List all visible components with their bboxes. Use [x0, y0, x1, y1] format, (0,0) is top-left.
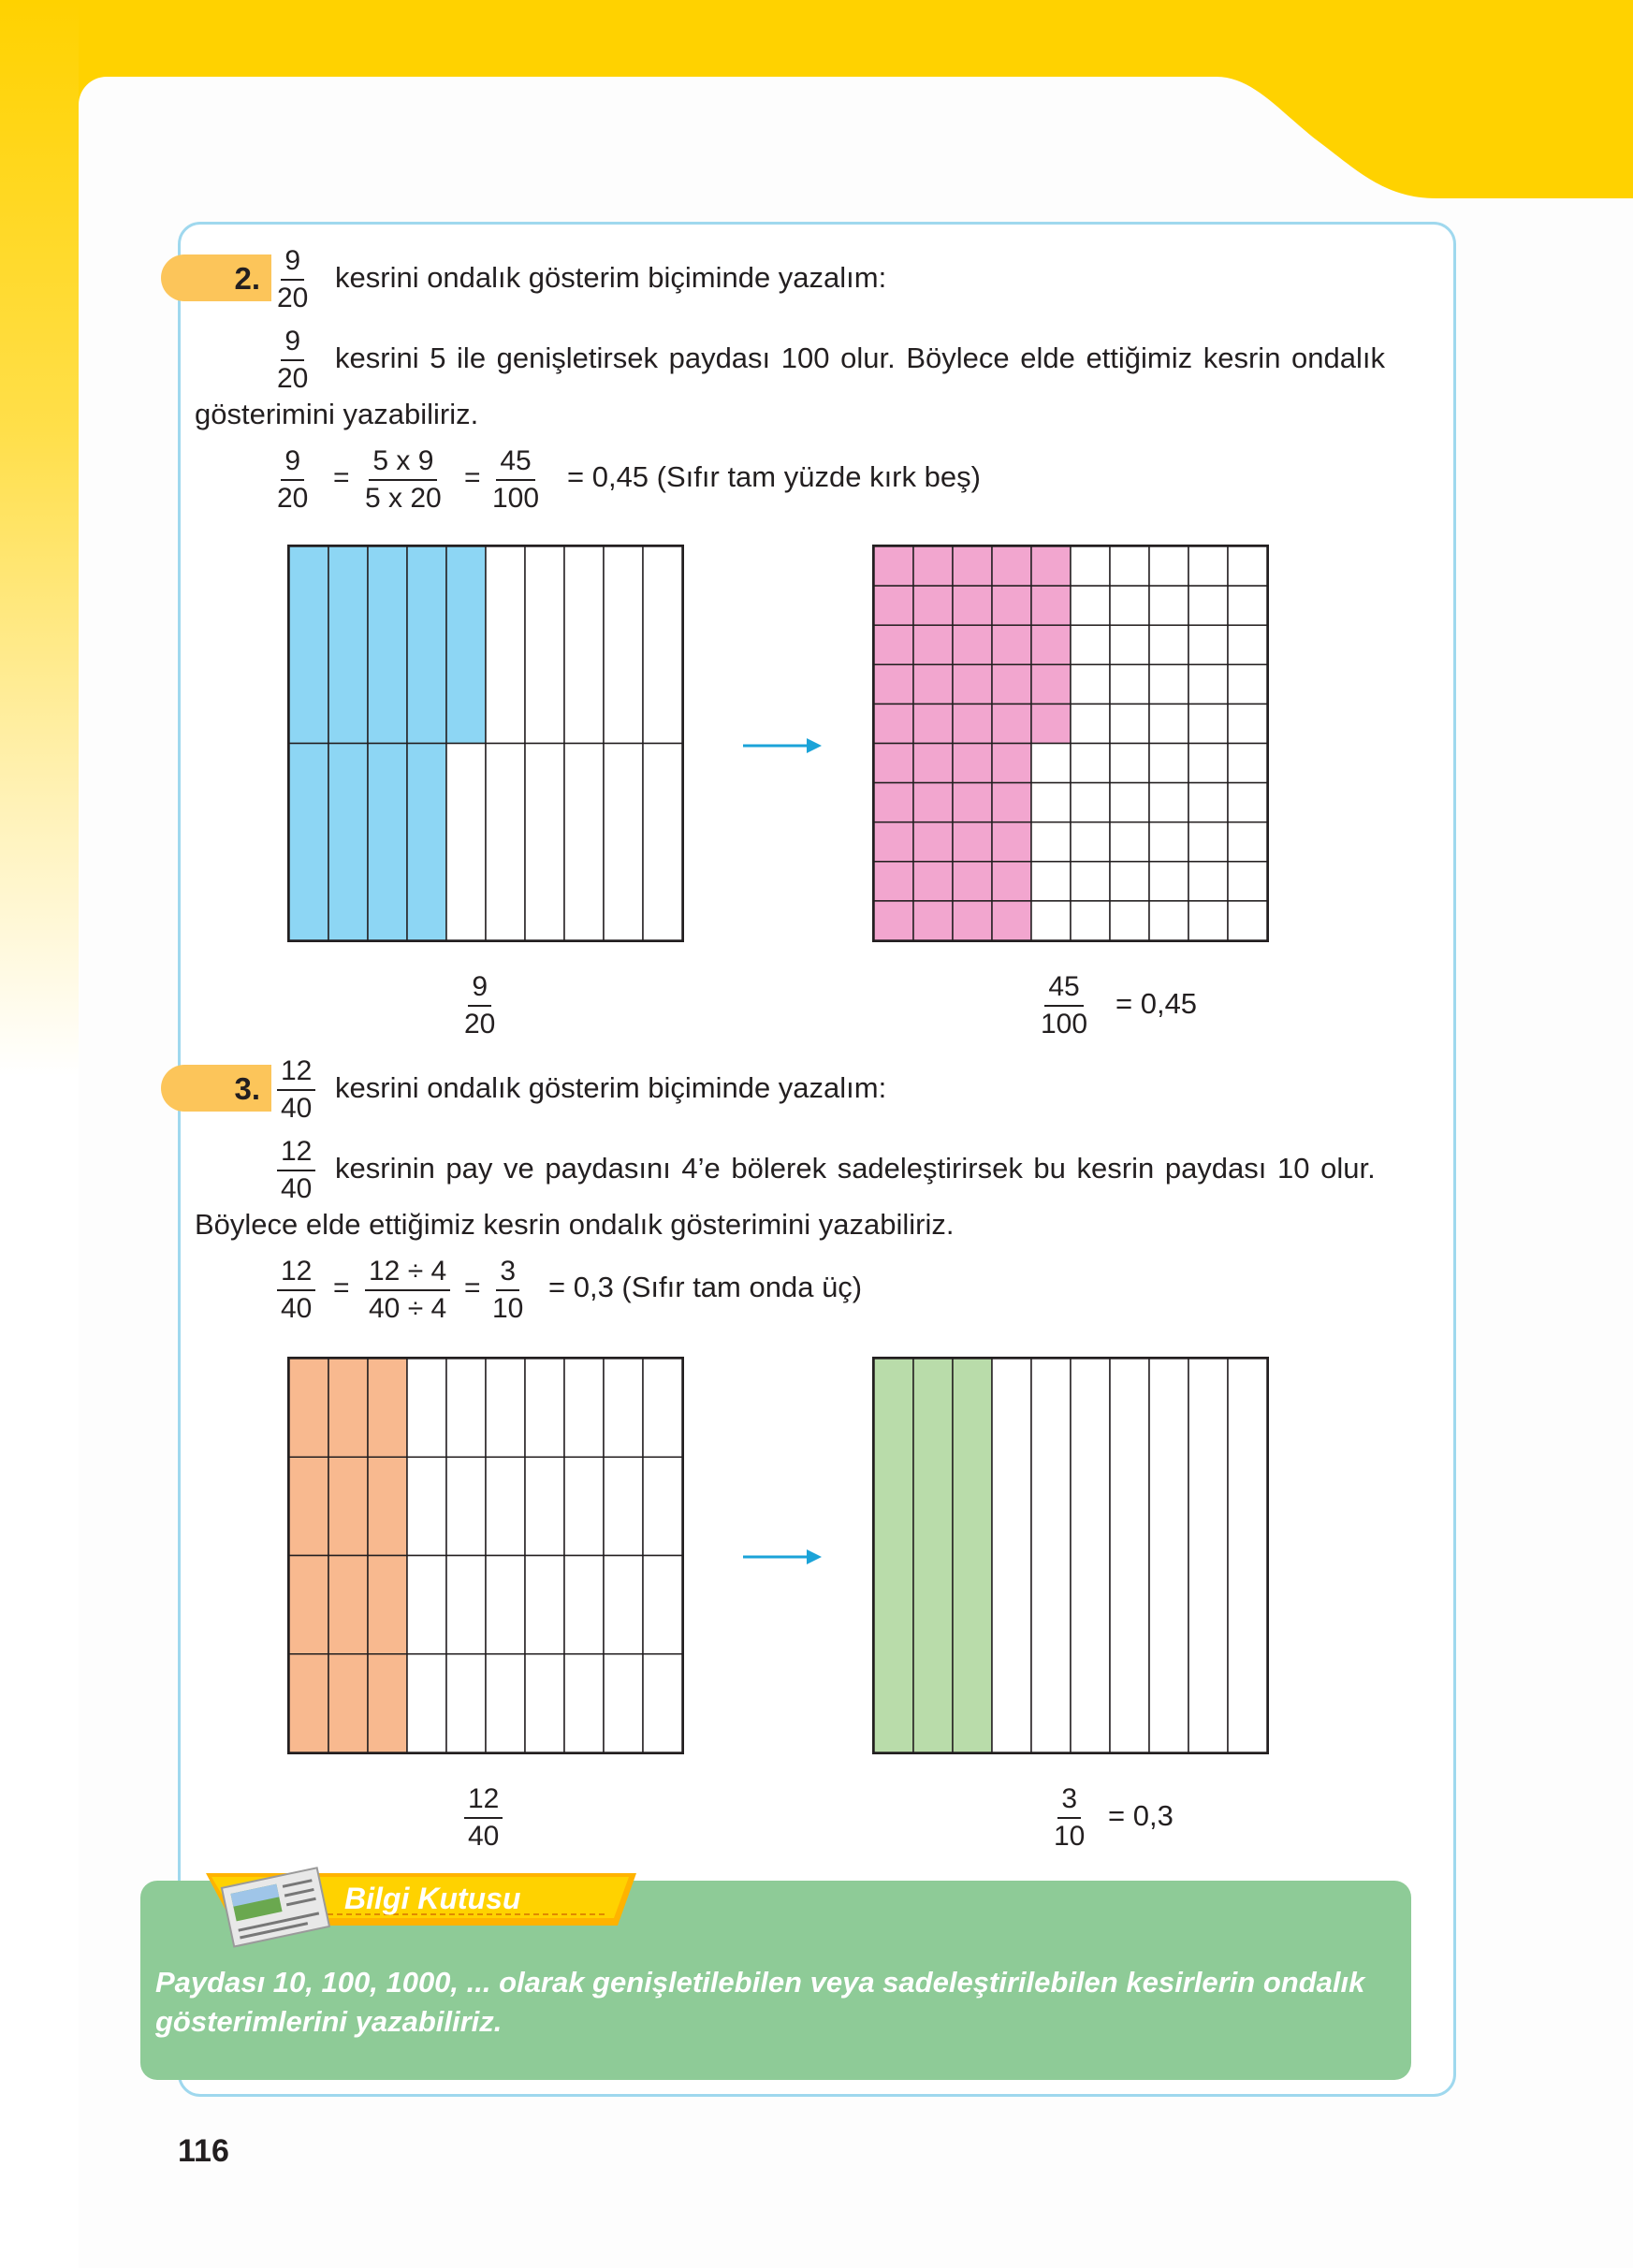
- grid-cell-shaded: [1031, 546, 1071, 586]
- grid-cell: [1188, 546, 1228, 586]
- section-2-left-label: $\frac{9}{20}$: [464, 971, 496, 1040]
- grid-cell: [643, 1457, 682, 1555]
- grid-cell-shaded: [328, 744, 368, 941]
- grid-cell: [1149, 901, 1188, 940]
- grid-cell: [1149, 783, 1188, 822]
- grid-cell: [1228, 1359, 1267, 1752]
- equals-sign: =: [333, 1272, 350, 1303]
- grid-cell: [1031, 901, 1071, 940]
- grid-cell: [1188, 1359, 1228, 1752]
- section-3-eq-result: = 0,3 (Sıfır tam onda üç): [548, 1271, 863, 1303]
- grid-cell-shaded: [992, 586, 1031, 625]
- grid-cell: [1188, 586, 1228, 625]
- section-2-eq-frac-1: $\frac{9}{20}$: [277, 445, 309, 514]
- section-3-paragraph-line1: kesrinin pay ve paydasını 4’e bölerek sadeleştirirsek bu kesrin paydası 10 olur.: [335, 1152, 1376, 1185]
- section-2-grid-twentieths: [287, 545, 684, 942]
- grid-cell-shaded: [874, 704, 913, 743]
- newspaper-icon: [213, 1860, 341, 1950]
- grid-cell: [1110, 744, 1149, 783]
- grid-cell: [564, 1654, 604, 1752]
- grid-cell: [1110, 822, 1149, 862]
- grid-cell: [564, 744, 604, 941]
- grid-cell: [604, 744, 643, 941]
- grid-cell: [1188, 862, 1228, 901]
- section-3-tab: [161, 1065, 271, 1112]
- grid-cell: [1149, 862, 1188, 901]
- grid-cell: [525, 744, 564, 941]
- section-2-right-label: $\frac{45}{100}$: [1041, 971, 1088, 1040]
- grid-cell: [564, 1457, 604, 1555]
- grid-cell: [1149, 744, 1188, 783]
- grid-cell-shaded: [874, 1359, 913, 1752]
- grid-cell: [1110, 862, 1149, 901]
- grid-cell: [1188, 783, 1228, 822]
- grid-cell: [564, 1359, 604, 1457]
- grid-cell-shaded: [446, 546, 486, 744]
- grid-cell: [1110, 664, 1149, 704]
- section-2-right-label-value: = 0,45: [1115, 987, 1198, 1020]
- grid-cell: [1110, 704, 1149, 743]
- grid-cell: [1188, 664, 1228, 704]
- grid-cell: [1228, 625, 1267, 664]
- grid-cell-shaded: [913, 744, 953, 783]
- grid-cell: [486, 1556, 525, 1654]
- grid-cell-shaded: [992, 783, 1031, 822]
- grid-cell-shaded: [953, 862, 992, 901]
- grid-cell: [1071, 822, 1110, 862]
- grid-cell: [1188, 901, 1228, 940]
- grid-cell-shaded: [913, 1359, 953, 1752]
- grid-cell: [486, 1359, 525, 1457]
- grid-cell-shaded: [953, 822, 992, 862]
- section-3-paragraph-line2: Böylece elde ettiğimiz kesrin ondalık gösterimini yazabiliriz.: [195, 1208, 955, 1241]
- section-2-para-fraction: $\frac{9}{20}$: [277, 326, 309, 394]
- grid-cell-shaded: [913, 546, 953, 586]
- grid-cell-shaded: [953, 1359, 992, 1752]
- grid-cell: [1149, 625, 1188, 664]
- section-2-eq-frac-3: $\frac{45}{100}$: [492, 445, 540, 514]
- grid-cell: [1110, 901, 1149, 940]
- grid-cell-shaded: [328, 1457, 368, 1555]
- grid-cell: [1031, 783, 1071, 822]
- grid-cell: [1071, 1359, 1110, 1752]
- section-2-intro-fraction: $\frac{9}{20}$: [277, 245, 309, 313]
- grid-cell-shaded: [913, 704, 953, 743]
- grid-cell-shaded: [913, 625, 953, 664]
- section-2-eq-result: = 0,45 (Sıfır tam yüzde kırk beş): [567, 460, 981, 493]
- grid-cell: [1031, 744, 1071, 783]
- grid-cell-shaded: [1031, 664, 1071, 704]
- grid-cell-shaded: [913, 783, 953, 822]
- grid-cell: [564, 546, 604, 744]
- grid-cell-shaded: [992, 546, 1031, 586]
- grid-cell: [604, 546, 643, 744]
- grid-cell: [1149, 546, 1188, 586]
- grid-cell-shaded: [368, 546, 407, 744]
- grid-cell: [1188, 744, 1228, 783]
- grid-cell: [1149, 822, 1188, 862]
- grid-cell: [564, 1556, 604, 1654]
- grid-cell: [1149, 1359, 1188, 1752]
- grid-cell: [1071, 704, 1110, 743]
- section-3-intro-fraction: $\frac{12}{40}$: [277, 1055, 315, 1125]
- grid-cell: [1110, 546, 1149, 586]
- section-3-eq-frac-3: $\frac{3}{10}$: [492, 1256, 524, 1324]
- grid-cell: [407, 1654, 446, 1752]
- grid-cell: [486, 744, 525, 941]
- page-side-band: [0, 0, 79, 1076]
- grid-cell-shaded: [874, 546, 913, 586]
- grid-cell-shaded: [368, 1359, 407, 1457]
- grid-cell-shaded: [328, 1556, 368, 1654]
- grid-cell-shaded: [289, 744, 328, 941]
- grid-cell-shaded: [913, 822, 953, 862]
- section-2-eq-frac-2: $\frac{5 x 9}{5 x 20}$: [365, 445, 442, 514]
- grid-cell: [643, 744, 682, 941]
- grid-cell-shaded: [328, 1359, 368, 1457]
- equals-sign: =: [464, 1272, 481, 1303]
- section-2-grid-hundredths: [872, 545, 1269, 942]
- section-3-right-label-value: = 0,3: [1108, 1799, 1174, 1832]
- section-2-intro-text: kesrini ondalık gösterim biçiminde yazalım:: [335, 261, 887, 294]
- grid-cell: [992, 1359, 1031, 1752]
- grid-cell: [525, 1556, 564, 1654]
- grid-cell-shaded: [992, 625, 1031, 664]
- grid-cell: [1188, 822, 1228, 862]
- grid-cell-shaded: [992, 822, 1031, 862]
- grid-cell-shaded: [1031, 704, 1071, 743]
- grid-cell-shaded: [992, 901, 1031, 940]
- grid-cell-shaded: [874, 822, 913, 862]
- grid-cell: [486, 546, 525, 744]
- section-3-number: 3.: [234, 1071, 260, 1106]
- grid-cell-shaded: [874, 783, 913, 822]
- grid-cell: [486, 1654, 525, 1752]
- section-2-number: 2.: [234, 261, 260, 296]
- grid-cell-shaded: [874, 586, 913, 625]
- grid-cell-shaded: [874, 744, 913, 783]
- grid-cell: [407, 1556, 446, 1654]
- grid-cell-shaded: [953, 704, 992, 743]
- grid-cell-shaded: [1031, 625, 1071, 664]
- grid-cell: [1031, 822, 1071, 862]
- grid-cell: [1031, 862, 1071, 901]
- grid-cell: [1149, 704, 1188, 743]
- corner-curve: [1217, 77, 1633, 198]
- grid-cell: [1071, 546, 1110, 586]
- grid-cell: [446, 1654, 486, 1752]
- equals-sign: =: [464, 462, 481, 493]
- grid-cell: [643, 546, 682, 744]
- grid-cell-shaded: [289, 1654, 328, 1752]
- grid-cell: [407, 1457, 446, 1555]
- grid-cell: [1031, 1359, 1071, 1752]
- grid-cell: [1228, 901, 1267, 940]
- grid-cell: [643, 1654, 682, 1752]
- grid-cell-shaded: [913, 901, 953, 940]
- grid-cell: [525, 1359, 564, 1457]
- grid-cell: [525, 1654, 564, 1752]
- page-number: 116: [178, 2133, 229, 2169]
- grid-cell-shaded: [953, 783, 992, 822]
- grid-cell-shaded: [913, 586, 953, 625]
- grid-cell: [1228, 664, 1267, 704]
- grid-cell: [1228, 546, 1267, 586]
- grid-cell-shaded: [992, 862, 1031, 901]
- grid-cell-shaded: [953, 586, 992, 625]
- grid-cell: [1188, 704, 1228, 743]
- grid-cell: [1071, 586, 1110, 625]
- grid-cell-shaded: [874, 901, 913, 940]
- grid-cell-shaded: [992, 664, 1031, 704]
- section-3-intro-text: kesrini ondalık gösterim biçiminde yazalım:: [335, 1071, 887, 1104]
- grid-cell-shaded: [953, 625, 992, 664]
- grid-cell: [604, 1556, 643, 1654]
- grid-cell: [1071, 901, 1110, 940]
- grid-cell: [446, 1359, 486, 1457]
- grid-cell: [1071, 625, 1110, 664]
- grid-cell: [525, 546, 564, 744]
- grid-cell-shaded: [368, 1556, 407, 1654]
- section-3-eq-frac-1: $\frac{12}{40}$: [277, 1256, 315, 1325]
- grid-cell: [1149, 664, 1188, 704]
- grid-cell: [1071, 862, 1110, 901]
- grid-cell-shaded: [328, 546, 368, 744]
- grid-cell-shaded: [1031, 586, 1071, 625]
- grid-cell: [525, 1457, 564, 1555]
- section-3-para-fraction: $\frac{12}{40}$: [277, 1136, 315, 1205]
- section-3-left-label: $\frac{12}{40}$: [464, 1783, 503, 1853]
- grid-cell: [1228, 744, 1267, 783]
- grid-cell: [643, 1556, 682, 1654]
- equals-sign: =: [333, 462, 350, 493]
- grid-cell-shaded: [874, 664, 913, 704]
- grid-cell: [407, 1359, 446, 1457]
- grid-cell-shaded: [874, 862, 913, 901]
- grid-cell: [1110, 625, 1149, 664]
- info-box-text: Paydası 10, 100, 1000, ... olarak genişletilebilen veya sadeleştirilebilen kesirlerin ondalık gösterimlerini yazabiliriz.: [155, 1966, 1365, 2038]
- grid-cell: [1228, 783, 1267, 822]
- grid-cell-shaded: [874, 625, 913, 664]
- grid-cell-shaded: [328, 1654, 368, 1752]
- grid-cell-shaded: [953, 744, 992, 783]
- grid-cell-shaded: [368, 1654, 407, 1752]
- grid-cell: [1228, 862, 1267, 901]
- section-2-paragraph-line2: gösterimini yazabiliriz.: [195, 398, 479, 430]
- section-2-paragraph-line1: kesrini 5 ile genişletirsek paydası 100 olur. Böylece elde ettiğimiz kesrin ondalık: [335, 342, 1386, 374]
- grid-cell: [604, 1359, 643, 1457]
- grid-cell: [1071, 783, 1110, 822]
- grid-cell-shaded: [992, 744, 1031, 783]
- arrow-right-icon: [741, 734, 824, 757]
- grid-cell: [1110, 783, 1149, 822]
- grid-cell-shaded: [407, 546, 446, 744]
- grid-cell-shaded: [913, 862, 953, 901]
- grid-cell-shaded: [953, 546, 992, 586]
- grid-cell: [1110, 586, 1149, 625]
- grid-cell: [643, 1359, 682, 1457]
- arrow-right-icon: [741, 1546, 824, 1568]
- grid-cell: [1071, 664, 1110, 704]
- grid-cell-shaded: [953, 901, 992, 940]
- grid-cell-shaded: [289, 1556, 328, 1654]
- grid-cell: [1188, 625, 1228, 664]
- grid-cell: [1110, 1359, 1149, 1752]
- grid-cell: [1228, 586, 1267, 625]
- grid-cell-shaded: [289, 546, 328, 744]
- grid-cell-shaded: [913, 664, 953, 704]
- section-2-tab: [161, 254, 271, 301]
- section-3-right-label: $\frac{3}{10}$: [1054, 1783, 1086, 1852]
- grid-cell-shaded: [368, 1457, 407, 1555]
- grid-cell: [446, 1457, 486, 1555]
- grid-cell: [1149, 586, 1188, 625]
- section-3-eq-frac-2: $\frac{12 \div 4}{40 \div 4}$: [365, 1256, 450, 1325]
- grid-cell-shaded: [289, 1359, 328, 1457]
- grid-cell: [604, 1654, 643, 1752]
- grid-cell: [604, 1457, 643, 1555]
- grid-cell: [1228, 822, 1267, 862]
- grid-cell: [486, 1457, 525, 1555]
- info-box-title: Bilgi Kutusu: [344, 1882, 521, 1915]
- grid-cell-shaded: [368, 744, 407, 941]
- grid-cell-shaded: [992, 704, 1031, 743]
- grid-cell: [446, 744, 486, 941]
- grid-cell-shaded: [289, 1457, 328, 1555]
- section-3-grid-fortieths: [287, 1357, 684, 1754]
- grid-cell: [1228, 704, 1267, 743]
- grid-cell: [446, 1556, 486, 1654]
- grid-cell-shaded: [407, 744, 446, 941]
- grid-cell-shaded: [953, 664, 992, 704]
- grid-cell: [1071, 744, 1110, 783]
- section-3-grid-tenths: [872, 1357, 1269, 1754]
